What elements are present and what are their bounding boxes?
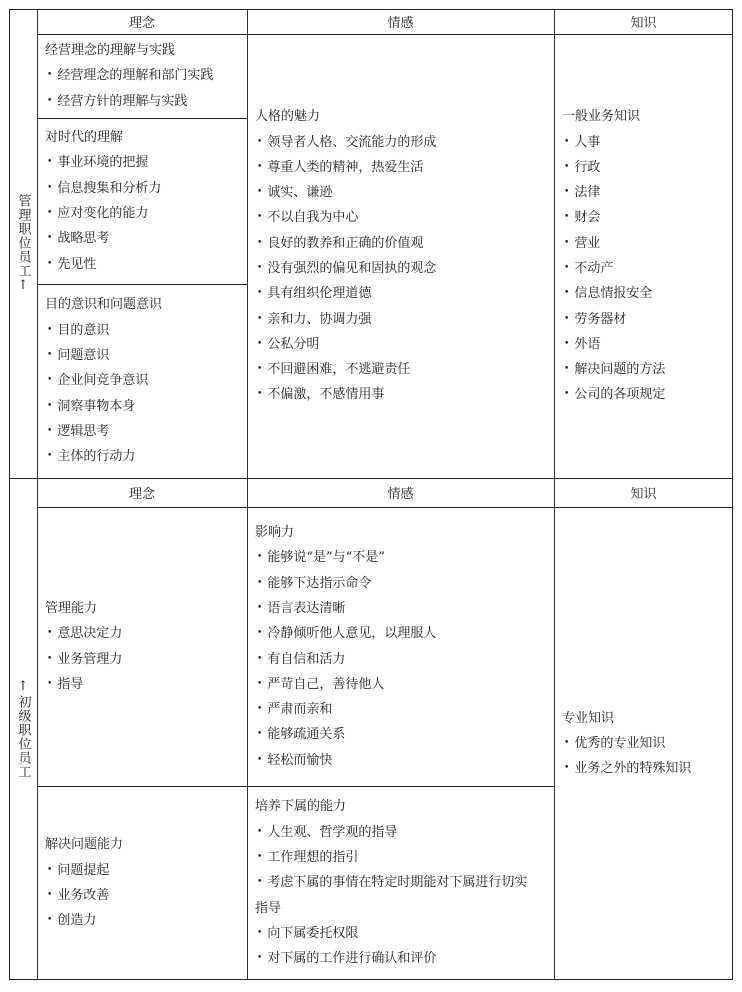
list-item: • 战略思考 [45, 226, 247, 251]
list-item: • 业务管理力 [45, 647, 247, 672]
group-title: 目的意识和问题意识 [45, 297, 163, 313]
group-title: 管理能力 [45, 600, 98, 616]
list-item: • 优秀的专业知识 [562, 731, 733, 756]
mgmt-knowledge-cell [554, 34, 733, 478]
list-item: • 主体的行动力 [45, 444, 247, 469]
header-knowledge: 知识 [630, 16, 657, 31]
list-item: • 亲和力、协调力强 [255, 307, 554, 332]
list-item: • 人生观、哲学观的指导 [255, 820, 554, 845]
group-title: 解决问题能力 [45, 837, 124, 853]
group-title: 培养下属的能力 [255, 799, 347, 815]
list-item: • 不偏激，不感情用事 [255, 382, 554, 407]
group-title: 专业知识 [562, 710, 615, 726]
list-item: • 不回避困难，不逃避责任 [255, 357, 554, 382]
list-item: • 问题意识 [45, 343, 247, 368]
list-item: • 领导者人格、交流能力的形成 [255, 130, 554, 155]
list-item: • 劳务器材 [562, 307, 733, 332]
list-item: • 工作理想的指引 [255, 845, 554, 870]
group-title: 对时代的理解 [45, 130, 124, 146]
group-title: 影响力 [255, 525, 295, 541]
junior-concept-cell [37, 786, 247, 980]
junior-emotion-cell [247, 507, 554, 786]
list-item: • 创造力 [45, 908, 247, 933]
list-item: • 尊重人类的精神，热爱生活 [255, 155, 554, 180]
list-item: • 公司的各项规定 [562, 382, 733, 407]
list-item: • 企业间竞争意识 [45, 368, 247, 393]
list-item: • 不以自我为中心 [255, 205, 554, 230]
group-title: 一般业务知识 [562, 109, 641, 125]
mgmt-concept-cell [37, 34, 247, 118]
junior-concept-cell [37, 507, 247, 786]
list-item: • 营业 [562, 231, 733, 256]
list-item-continuation: 指导 [255, 900, 282, 916]
list-item: • 能够疏通关系 [255, 722, 554, 747]
list-item: • 法律 [562, 180, 733, 205]
list-item: • 外语 [562, 332, 733, 357]
list-item: • 不动产 [562, 256, 733, 281]
list-item: • 能够说“是”与“不是” [255, 545, 554, 570]
list-item: • 信息情报安全 [562, 281, 733, 306]
list-item: • 没有强烈的偏见和固执的观念 [255, 256, 554, 281]
arrow-up-icon: ↑ [15, 277, 31, 294]
list-item: • 解决问题的方法 [562, 357, 733, 382]
list-item: • 考虑下属的事情在特定时期能对下属进行切实 [255, 870, 554, 895]
junior-knowledge-cell [554, 507, 733, 980]
mgmt-concept-cell [37, 284, 247, 478]
arrow-up-icon: ↑ [15, 679, 31, 695]
list-item: • 公私分明 [255, 332, 554, 357]
header-emotion: 情感 [387, 487, 414, 502]
list-item: • 向下属委托权限 [255, 921, 554, 946]
mgmt-concept-cell [37, 118, 247, 284]
list-item: • 经营方针的理解与实践 [45, 89, 247, 114]
list-item: • 经营理念的理解和部门实践 [45, 63, 247, 88]
list-item: • 应对变化的能力 [45, 201, 247, 226]
list-item: • 人事 [562, 130, 733, 155]
side-label-management [9, 9, 37, 478]
list-item: • 信息搜集和分析力 [45, 176, 247, 201]
list-item: • 指导 [45, 672, 247, 697]
list-item: • 事业环境的把握 [45, 150, 247, 175]
header-knowledge: 知识 [630, 487, 657, 502]
list-item: • 财会 [562, 205, 733, 230]
side-label-text: 初级职位员工 [15, 695, 31, 779]
side-label-text: 管理职位员工 [15, 193, 31, 278]
list-item: • 具有组织伦理道德 [255, 281, 554, 306]
mgmt-emotion-cell [247, 34, 554, 478]
list-item: • 轻松而愉快 [255, 748, 554, 773]
list-item: • 严苛自己，善待他人 [255, 672, 554, 697]
group-title: 经营理念的理解与实践 [45, 43, 176, 59]
list-item: • 语言表达清晰 [255, 596, 554, 621]
header-concept: 理念 [128, 16, 155, 31]
list-item: • 洞察事物本身 [45, 394, 247, 419]
list-item: • 意思决定力 [45, 621, 247, 646]
list-item: • 良好的教养和正确的价值观 [255, 231, 554, 256]
list-item: • 业务之外的特殊知识 [562, 756, 733, 781]
list-item: • 逻辑思考 [45, 419, 247, 444]
list-item: • 先见性 [45, 252, 247, 277]
list-item: • 行政 [562, 155, 733, 180]
list-item: • 目的意识 [45, 318, 247, 343]
header-concept: 理念 [128, 487, 155, 502]
list-item: • 能够下达指示命令 [255, 571, 554, 596]
header-emotion: 情感 [387, 16, 414, 31]
list-item: • 问题提起 [45, 858, 247, 883]
list-item: • 有自信和活力 [255, 647, 554, 672]
group-title: 人格的魅力 [255, 109, 321, 125]
list-item: • 冷静倾听他人意见，以理服人 [255, 621, 554, 646]
list-item: • 严肃而亲和 [255, 697, 554, 722]
list-item: • 对下属的工作进行确认和评价 [255, 946, 554, 971]
list-item: • 诚实、谦逊 [255, 180, 554, 205]
junior-emotion-cell [247, 786, 554, 980]
side-label-junior [9, 478, 37, 980]
list-item: • 业务改善 [45, 883, 247, 908]
